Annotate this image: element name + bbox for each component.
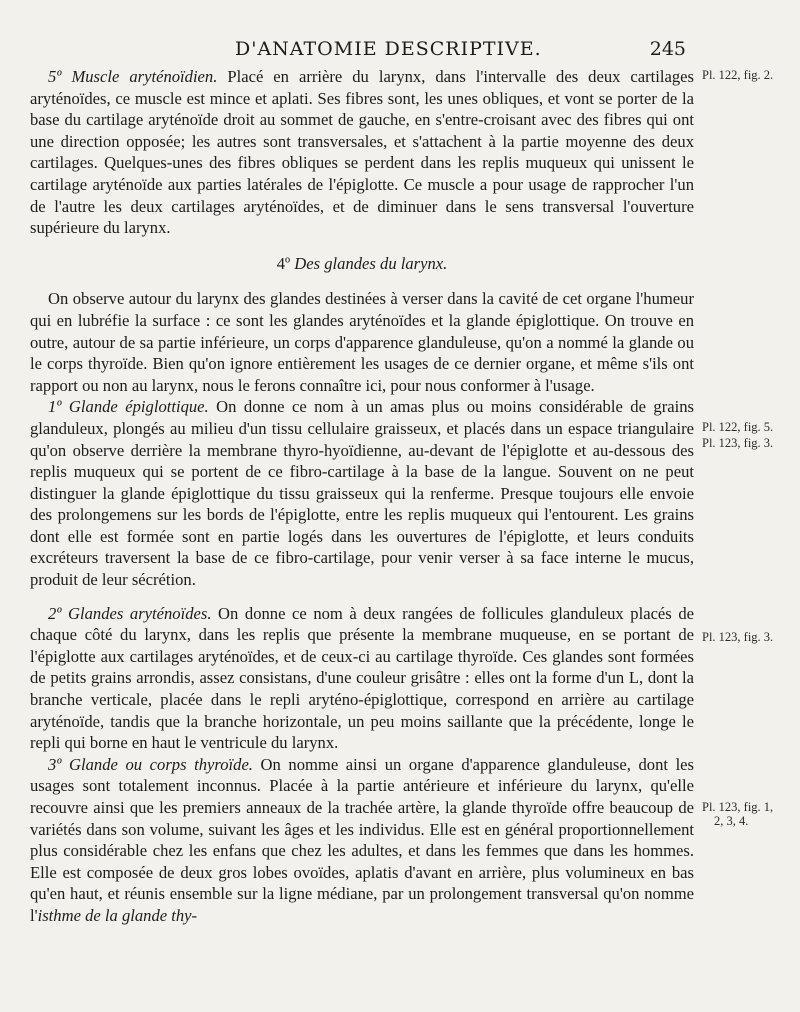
- paragraph-glandes-arytenoides: [30, 603, 694, 754]
- paragraph-muscle-arytenoidien: [30, 66, 694, 239]
- paragraph-glandes-intro: [30, 288, 694, 396]
- section-title: Des glandes du larynx.: [294, 253, 448, 273]
- paragraph-label: 5º Muscle aryténoïdien.: [48, 67, 218, 86]
- paragraph-corps-thyroide: [30, 754, 694, 927]
- paragraph-label: 1º Glande épiglottique.: [48, 397, 209, 417]
- paragraph-label: 2º Glandes aryténoïdes.: [48, 603, 212, 623]
- paragraph-italic-end: isthme de la glande thy-: [37, 905, 198, 925]
- paragraph-label: 3º Glande ou corps thyroïde.: [48, 754, 253, 774]
- paragraph-text: On observe autour du larynx des glandes destinées à verser dans la cavité de cet organe l'humeur qui en lubréfie la surface : ce sont les glandes aryténoïdes et la glande épiglottique. On trouve en outre, autour de sa partie inférieure, un corps d'apparence glanduleuse, qu'on a nommé la glande ou le corps thyroïde. Bien qu'on ignore entièrement les usages de ce dernier organe, et même s'ils ont rapport ou non au larynx, nous le ferons connaître ici, pour nous conformer à l'usage.: [30, 289, 694, 395]
- margin-note: Pl. 123, fig. 3.: [702, 436, 774, 450]
- paragraph-text: On donne ce nom à deux rangées de follicules glanduleux placés de chaque côté du larynx, dans les replis que présente la membrane muqueuse, en se portant de l'épiglotte aux cartilages aryténoïdes, et de ceux-ci au cartilage thyroïde. Ces glandes sont formées de petits grains arrondis, assez consistans, d'une couleur grisâtre : elles ont la forme d'un L, dont la branche verticale, placée dans le repli aryténo-épiglottique, correspond en arrière au cartilage aryténoïde, tandis que la branche horizontale, un peu moins saillante que la précédente, longe le repli qui borne en haut le ventricule du larynx.: [30, 603, 694, 753]
- paragraph-glande-epiglottique: [30, 396, 694, 590]
- paragraph-text: On donne ce nom à un amas plus ou moins considérable de grains glanduleux, plongés au milieu d'un tissu cellulaire graisseux, et placés dans un espace triangulaire qu'on observe derrière la membrane thyro-hyoïdienne, au-devant de l'épiglotte et au-dessous des replis muqueux qui se portent de ce fibro-cartilage à la base de la langue. Souvent on ne peut distinguer la glande épiglottique du tissu graisseux qui la renferme. Presque toujours elle envoie des prolongemens sur les bords de l'épiglotte, entre les replis muqueux qui l'entourent. Les grains dont elle est formée sont en partie logés dans les ouvertures de l'épiglotte, et leurs conduits excréteurs traversent la base de ce fibro-cartilage, pour venir verser à sa face interne le mucus, produit de leur sécrétion.: [30, 397, 694, 590]
- section-number: 4º: [276, 253, 291, 273]
- margin-note: 2, 3, 4.: [714, 814, 749, 828]
- running-title: D'ANATOMIE DESCRIPTIVE.: [235, 38, 542, 60]
- margin-note: Pl. 122, fig. 2.: [702, 68, 774, 82]
- page-number: 245: [649, 38, 686, 60]
- page-body: [30, 66, 694, 927]
- margin-note: Pl. 123, fig. 1,: [702, 800, 774, 814]
- page-header: [30, 38, 690, 66]
- paragraph-text: On nomme ainsi un organe d'apparence glanduleuse, dont les usages sont totalement inconnus. Placée à la partie antérieure et inférieure du larynx, qu'elle recouvre ainsi que les premiers anneaux de la trachée artère, la glande thyroïde offre beaucoup de variétés dans son volume, suivant les âges et les individus. Elle est en général proportionnellement plus considérable chez les enfans que chez les adultes, et dans les femmes que dans les hommes. Elle est composée de deux gros lobes ovoïdes, aplatis d'avant en arrière, plus volumineux en bas qu'en haut, et réunis ensemble sur la ligne médiane, par un prolongement transversal qu'on nomme l': [30, 754, 694, 925]
- margin-note: Pl. 123, fig. 3.: [702, 630, 774, 644]
- paragraph-text: Placé en arrière du larynx, dans l'intervalle des deux cartilages aryténoïdes, ce muscle est mince et aplati. Ses fibres sont, les unes obliques, et vont se porter de la base du cartilage aryténoïde droit au sommet de gauche, en s'entre-croisant avec des fibres qui ont une direction opposée; les autres sont transversales, et s'attachent à la partie moyenne des deux cartilages. Quelques-unes des fibres obliques se perdent dans les replis muqueux qui unissent le cartilage aryténoïde aux parties latérales de l'épiglotte. Ce muscle a pour usage de rapprocher l'un de l'autre les deux cartilages aryténoïdes, et de diminuer dans le sens transversal l'ouverture supérieure du larynx.: [30, 67, 694, 238]
- section-heading: [30, 253, 694, 275]
- margin-note: Pl. 122, fig. 5.: [702, 420, 774, 434]
